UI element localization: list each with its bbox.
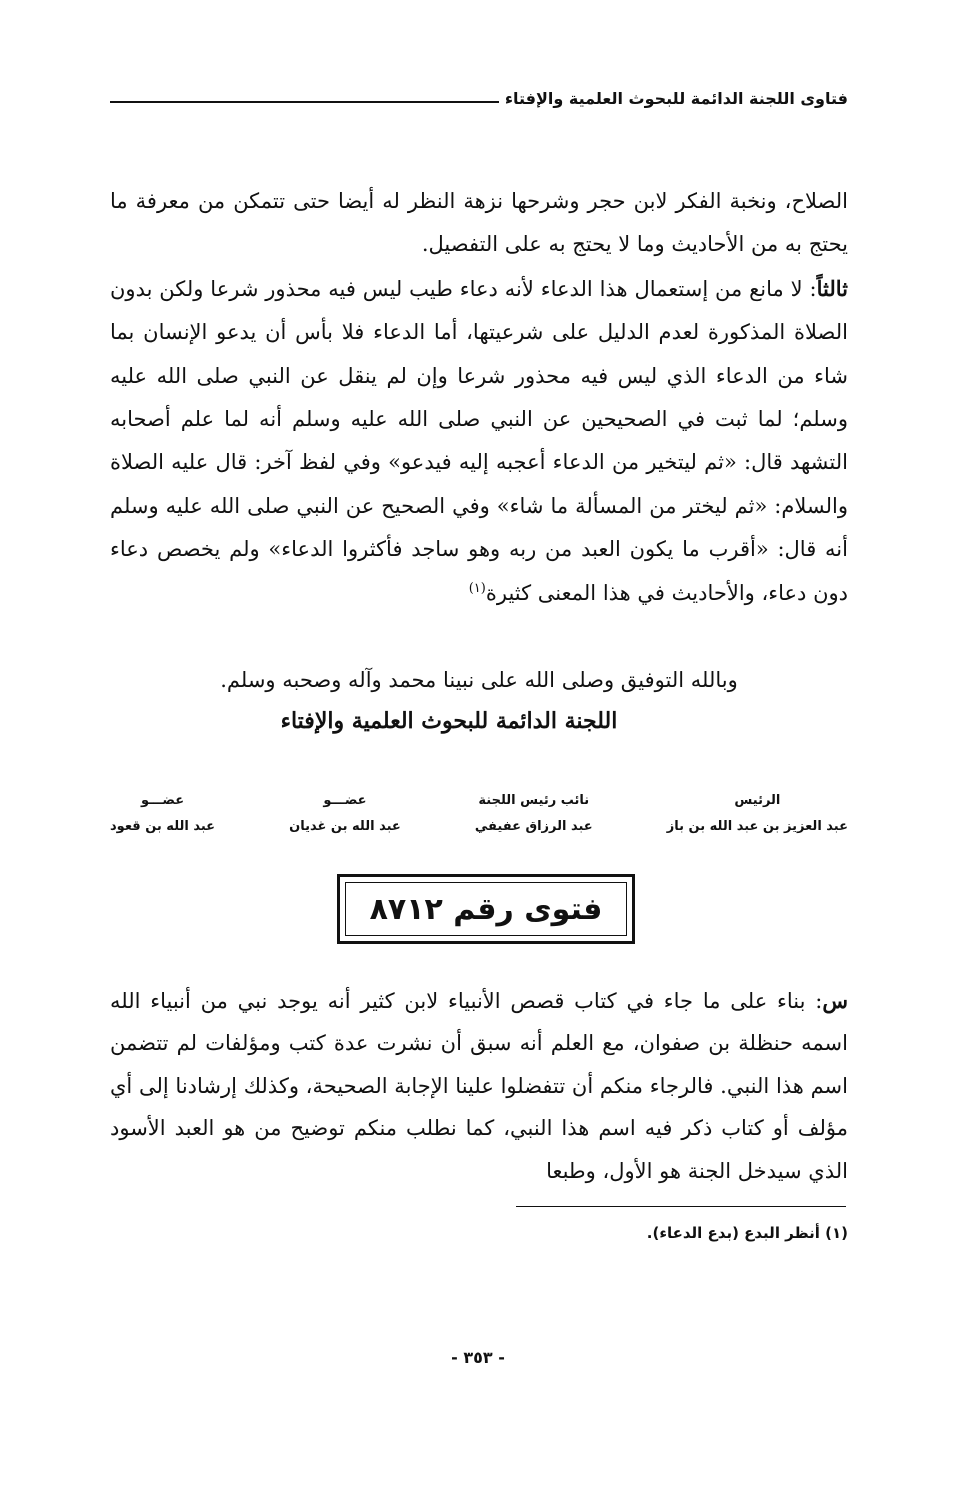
signature-title: عضـــو: [323, 793, 367, 808]
signature-title: نائب رئيس اللجنة: [478, 793, 590, 808]
signature-title: عضـــو: [140, 793, 185, 808]
paragraph-2: [110, 267, 848, 615]
footnote-marker[interactable]: (١): [468, 580, 486, 596]
closing-line: وبالله التوفيق وصلى الله على نبينا محمد وآله وصحبه وسلم.: [220, 668, 738, 692]
page-number: - ٣٥٣ -: [451, 1348, 505, 1367]
signature-name: عبد الرزاق عفيفي: [474, 819, 593, 834]
paragraph-1: الصلاح، ونخبة الفكر لابن حجر وشرحها نزهة النظر له أيضا حتى تتمكن من معرفة ما يحتج به من الأحاديث وما لا يحتج به على التفصيل.: [110, 189, 848, 257]
running-header: [110, 78, 848, 108]
signatures: [110, 788, 848, 840]
signature-vice-president: [475, 788, 593, 840]
signature-name: عبد العزيز بن عبد الله بن باز: [666, 819, 848, 834]
header-title: فتاوى اللجنة الدائمة للبحوث العلمية والإفتاء: [504, 89, 848, 108]
signature-president: [667, 788, 848, 840]
footnote-rule: [516, 1206, 846, 1207]
committee-name: اللجنة الدائمة للبحوث العلمية والإفتاء: [280, 708, 618, 734]
signature-member-1: [289, 788, 401, 840]
paragraph-2-text: : لا مانع من إستعمال هذا الدعاء لأنه دعاء طيب ليس فيه محذور شرعا ولكن بدون الصلاة المذكورة لعدم الدليل على شرعيتها، أما الدعاء فلا بأس أن يدعو الإنسان بما شاء من الدعاء الذي ليس فيه محذور شرعا وإن لم ينقل عن النبي صلى الله عليه وسلم؛ لما ثبت في الصحيحين عن النبي صلى الله عليه وسلم أنه لما علم أصحابه التشهد قال: «ثم ليتخير من الدعاء أعجبه إليه فيدعو» وفي لفظ آخر: قال عليه الصلاة والسلام: «ثم ليختر من المسألة ما شاء» وفي الصحيح عن النبي صلى الله عليه وسلم أنه قال: «أقرب ما يكون العبد من ربه وهو ساجد فأكثروا الدعاء» ولم يخصص دعاء دون دعاء، والأحاديث في هذا المعنى كثيرة: [110, 276, 848, 605]
signature-member-2: [110, 788, 215, 840]
fatwa-number-title: فتوى رقم ٨٧١٢: [369, 891, 603, 927]
question-paragraph: [110, 980, 848, 1192]
fatwa-number-box: [337, 874, 635, 944]
question-text: : بناء على ما جاء في كتاب قصص الأنبياء لابن كثير أنه يوجد نبي من أنبياء الله اسمه حنظلة بن صفوان، مع العلم أنه سبق أن نشرت عدة كتب ومؤلفات لم تتضمن اسم هذا النبي. فالرجاء منكم أن تتفضلوا علينا الإجابة الصحيحة، وكذلك إرشادنا إلى أي مؤلف أو كتاب ذكر فيه اسم هذا النبي، كما نطلب منكم توضيح من هو العبد الأسود الذي سيدخل الجنة هو الأول، وطبعا: [110, 989, 848, 1183]
signature-title: الرئيس: [734, 793, 781, 808]
footnote: (١) أنظر البدع (بدع الدعاء).: [646, 1224, 848, 1242]
header-rule: [110, 101, 499, 103]
signature-name: عبد الله بن غديان: [289, 819, 401, 834]
paragraph-2-lead: ثالثاً: [816, 275, 848, 301]
body-text: [110, 180, 848, 615]
question-lead: س: [822, 988, 848, 1013]
question-block: [110, 980, 848, 1192]
signature-name: عبد الله بن قعود: [110, 819, 216, 834]
